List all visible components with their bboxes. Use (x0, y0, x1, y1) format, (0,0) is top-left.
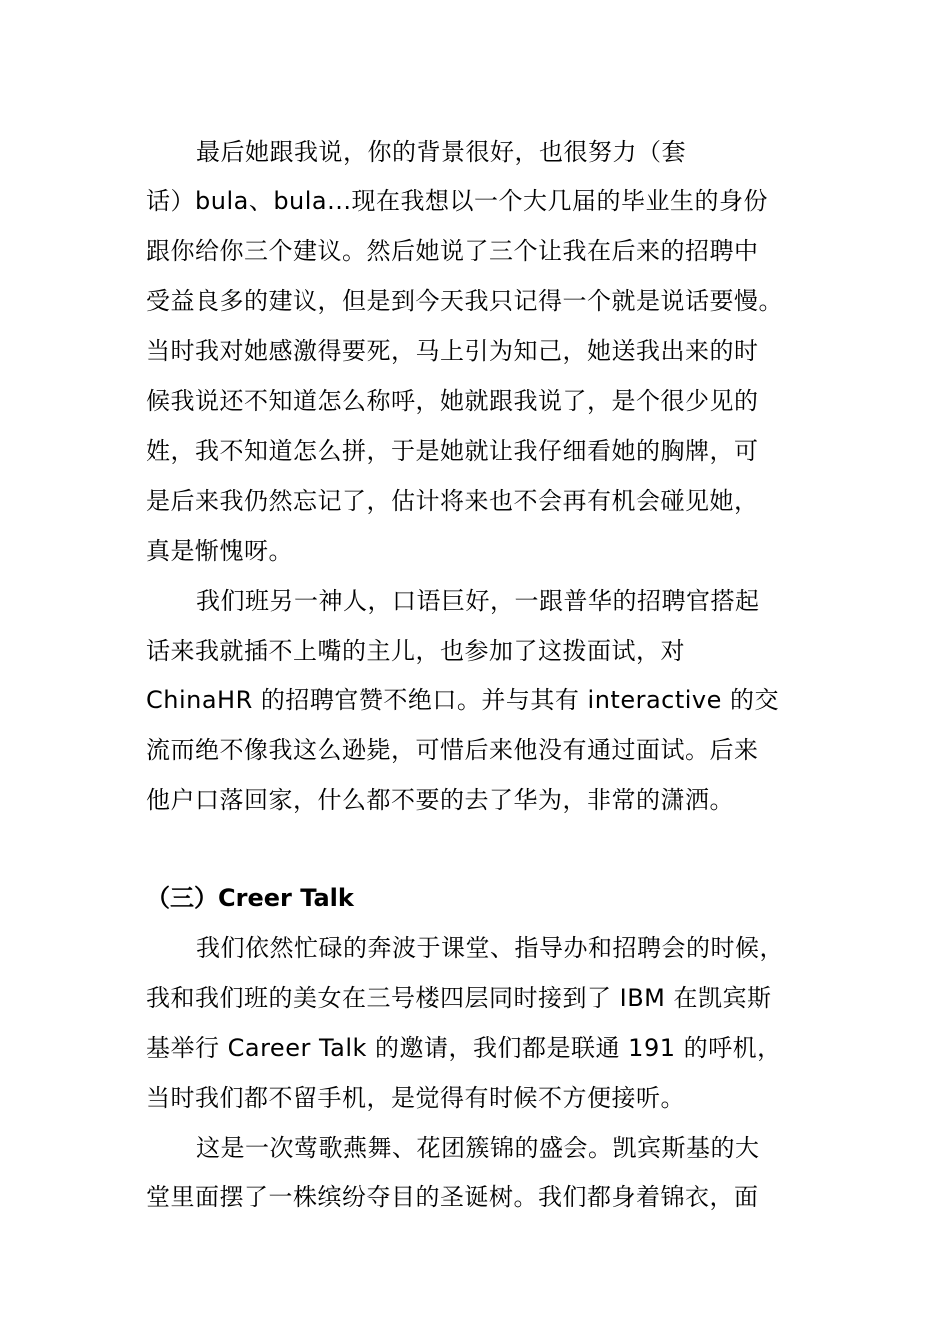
paragraph-line: 我们班另一神人，口语巨好，一跟普华的招聘官搭起 (196, 587, 760, 615)
paragraph-line: 真是惭愧呀。 (146, 537, 293, 565)
paragraph-line: 最后她跟我说，你的背景很好，也很努力（套 (196, 138, 686, 166)
paragraph-line: ChinaHR 的招聘官赞不绝口。并与其有 interactive 的交 (146, 686, 780, 714)
paragraph-line: 姓，我不知道怎么拼，于是她就让我仔细看她的胸牌，可 (146, 437, 759, 465)
paragraph-line: 我和我们班的美女在三号楼四层同时接到了 IBM 在凯宾斯 (146, 984, 772, 1012)
paragraph-line: 受益良多的建议，但是到今天我只记得一个就是说话要慢。 (146, 287, 783, 315)
paragraph-line: 他户口落回家，什么都不要的去了华为，非常的潇洒。 (146, 786, 734, 814)
paragraph-line: 跟你给你三个建议。然后她说了三个让我在后来的招聘中 (146, 237, 759, 265)
paragraph-line: 基举行 Career Talk 的邀请，我们都是联通 191 的呼机， (146, 1034, 782, 1062)
paragraph-line: 这是一次莺歌燕舞、花团簇锦的盛会。凯宾斯基的大 (196, 1134, 760, 1162)
paragraph-line: 当时我们都不留手机，是觉得有时候不方便接听。 (146, 1084, 685, 1112)
paragraph-line: 堂里面摆了一株缤纷夺目的圣诞树。我们都身着锦衣，面 (146, 1183, 759, 1211)
paragraph-line: 流而绝不像我这么逊毙，可惜后来他没有通过面试。后来 (146, 736, 759, 764)
paragraph-line: 话）bula、bula...现在我想以一个大几届的毕业生的身份 (146, 187, 769, 215)
paragraph-line: 当时我对她感激得要死，马上引为知己，她送我出来的时 (146, 337, 759, 365)
paragraph-line: 是后来我仍然忘记了，估计将来也不会再有机会碰见她， (146, 487, 759, 515)
paragraph-line: 候我说还不知道怎么称呼，她就跟我说了，是个很少见的 (146, 387, 759, 415)
section-heading: （三）Creer Talk (146, 884, 354, 912)
paragraph-line: 我们依然忙碌的奔波于课堂、指导办和招聘会的时候， (196, 934, 784, 962)
paragraph-line: 话来我就插不上嘴的主儿，也参加了这拨面试，对 (146, 637, 685, 665)
